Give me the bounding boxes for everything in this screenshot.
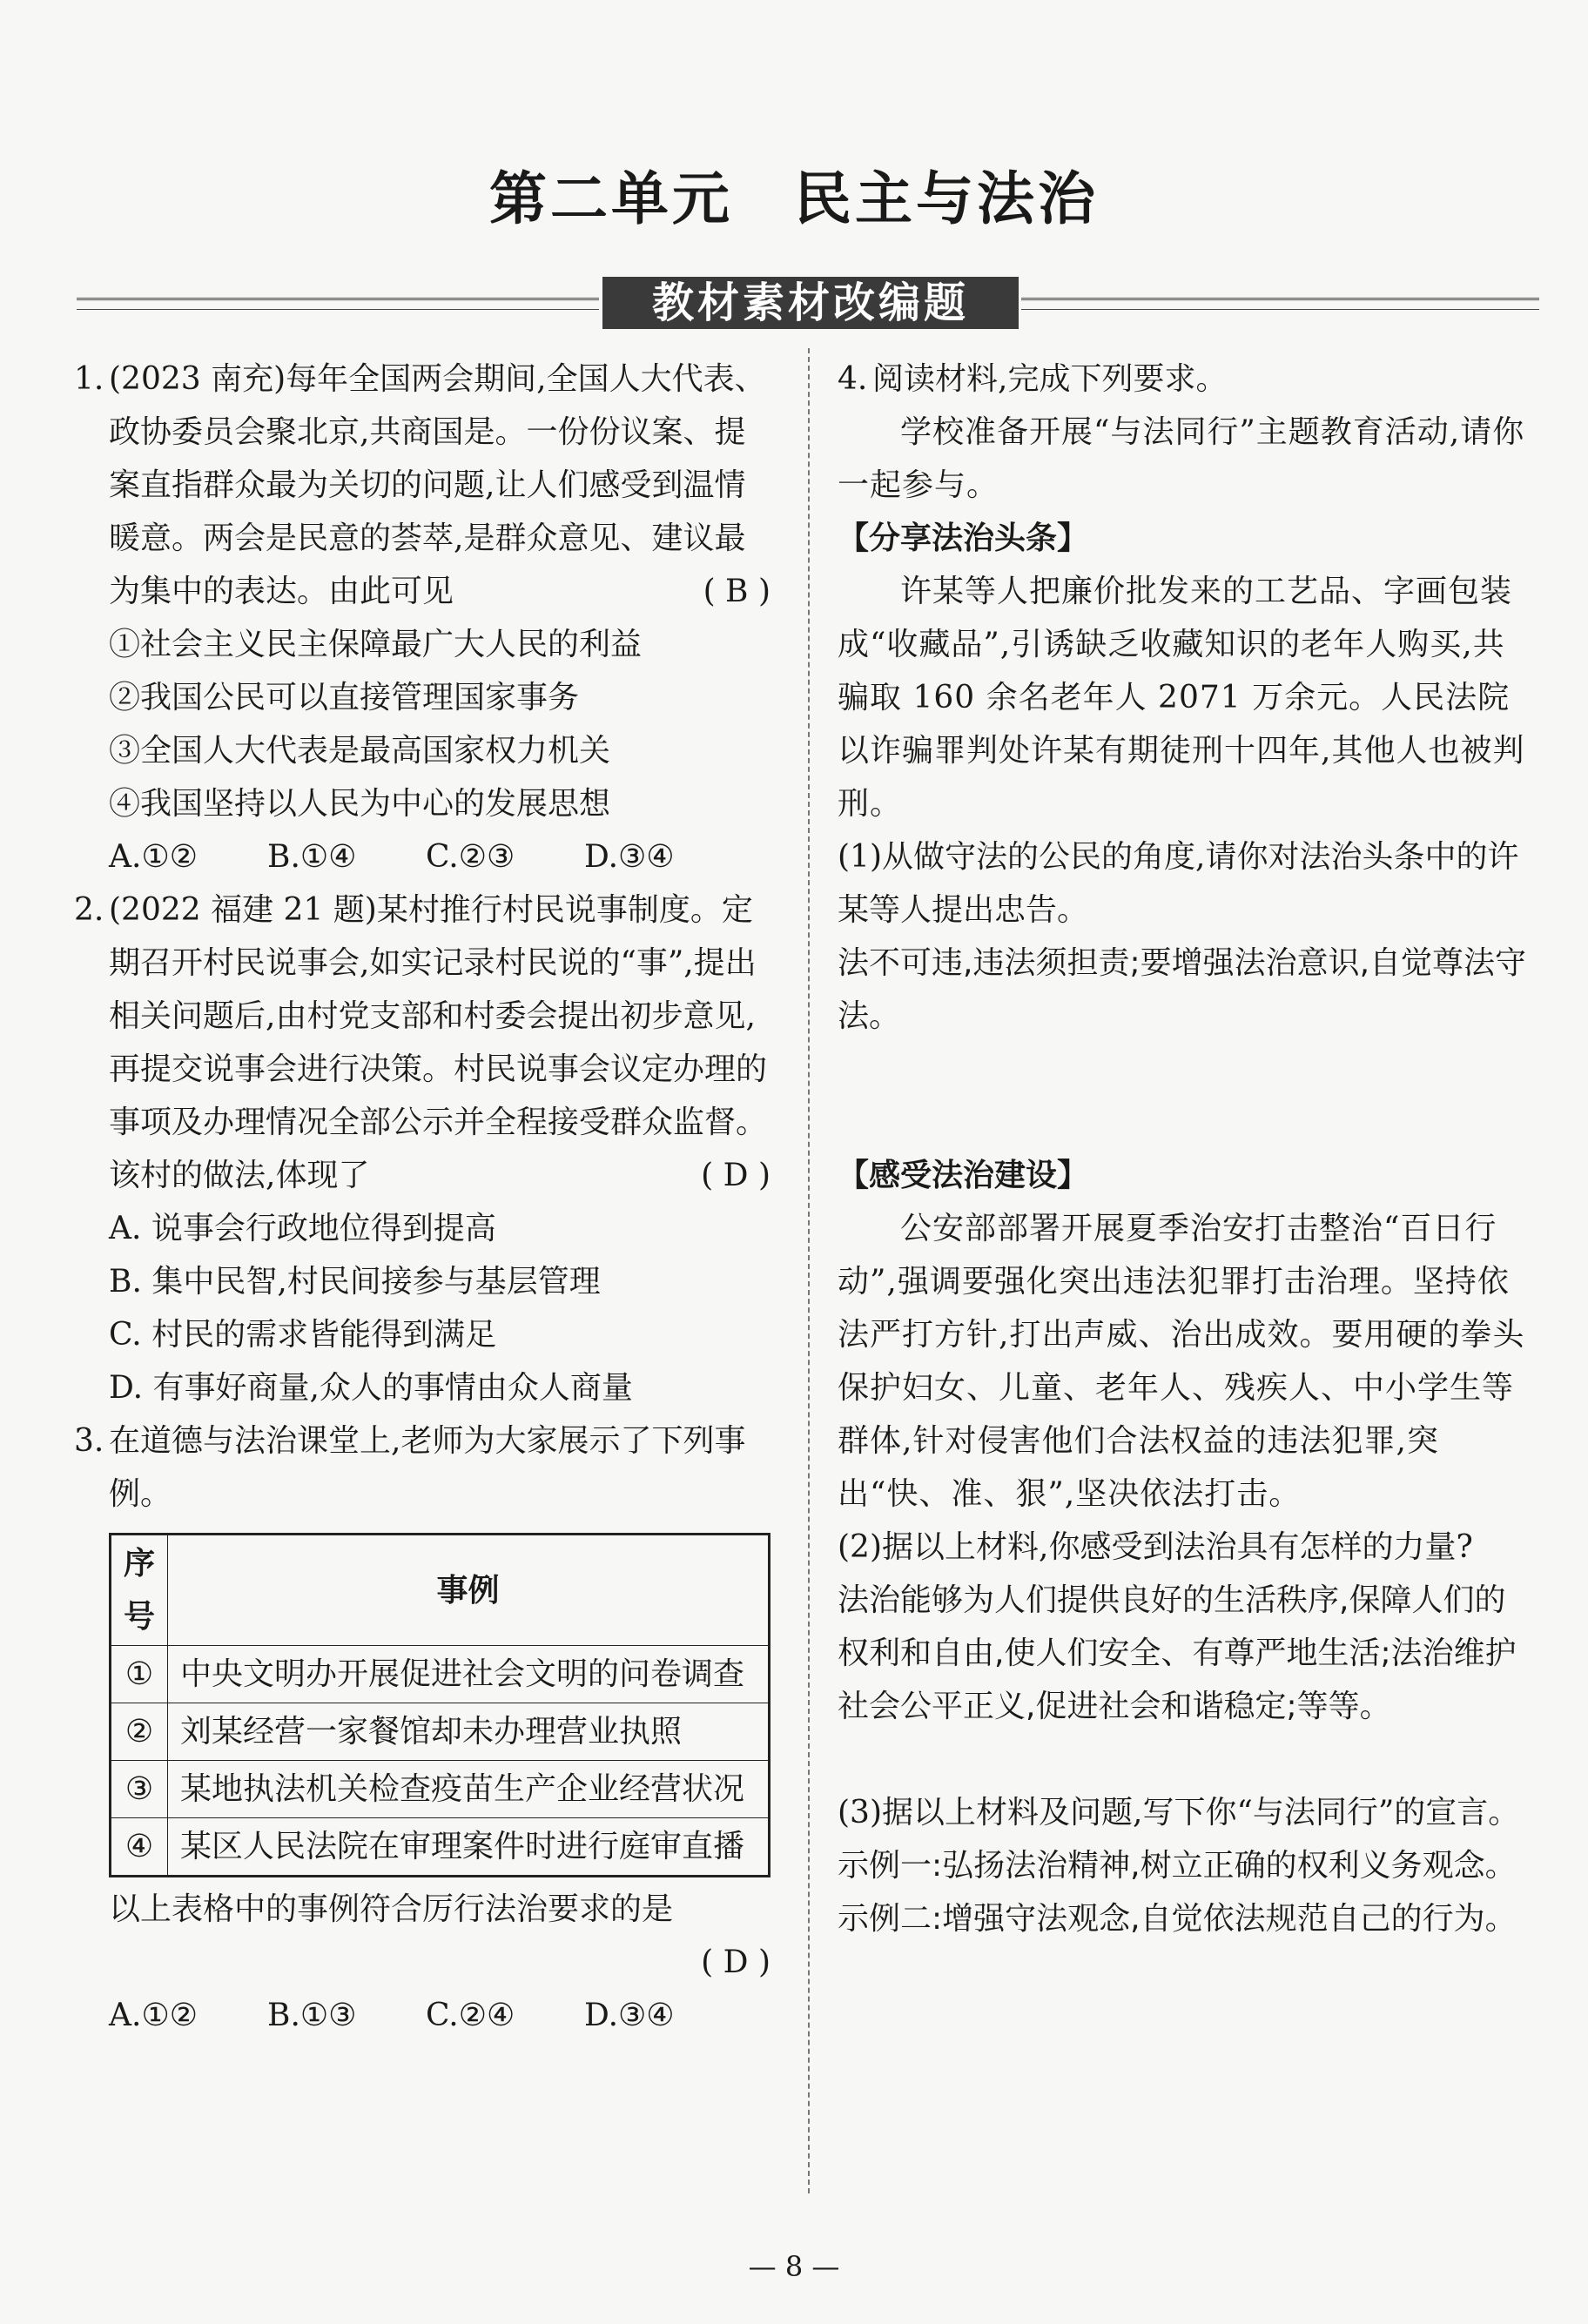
- answer-spacer: [838, 1043, 1534, 1149]
- question-1-answer: ( B ): [703, 574, 770, 609]
- question-3-option-a: A.①②: [109, 1998, 198, 2033]
- question-2-stem: (2022 福建 21 题)某村推行村民说事制度。定期召开村民说事会,如实记录村民说的“事”,提出相关问题后,由村党支部和村委会提出初步意见,再提交说事会进行决策。村民说事会议定办理的事项及办理情况全部公示并全程接受群众监督。该村的做法,体现了 ( D ): [109, 883, 770, 1202]
- question-1-number: 1.: [74, 361, 104, 397]
- sub-question-2: (2)据以上材料,你感受到法治具有怎样的力量?: [838, 1529, 1473, 1565]
- question-3-stem: 在道德与法治课堂上,老师为大家展示了下列事例。: [109, 1423, 746, 1512]
- question-2-answer: ( D ): [701, 1158, 770, 1193]
- question-1-option-b: B.①④: [267, 839, 357, 875]
- question-4-number: 4.: [838, 361, 868, 397]
- table-cell-index: ①: [111, 1646, 168, 1703]
- question-1-statement: ③全国人大代表是最高国家权力机关: [109, 733, 611, 769]
- question-3-answer: ( D ): [701, 1945, 770, 1980]
- table-cell-case: 某地执法机关检查疫苗生产企业经营状况: [168, 1761, 770, 1818]
- page-title: 第二单元 民主与法治: [489, 165, 1099, 232]
- question-3-option-b: B.①③: [267, 1998, 357, 2033]
- left-column: [74, 353, 770, 2042]
- table-row: [111, 1646, 770, 1703]
- question-1-option-c: C.②③: [426, 839, 515, 875]
- question-3-option-d: D.③④: [584, 1998, 675, 2033]
- section-banner: [77, 277, 1539, 329]
- banner-rule-left: [77, 298, 599, 310]
- part-2-heading: 【感受法治建设】: [838, 1158, 1089, 1193]
- part-2-material: 公安部部署开展夏季治安打击整治“百日行动”,强调要强化突出违法犯罪打击治理。坚持依法严打方针,打出声威、治出成效。要用硬的拳头保护妇女、儿童、老年人、残疾人、中小学生等群体,针对侵害他们合法权益的违法犯罪,突出“快、准、狠”,坚决依法打击。: [838, 1211, 1525, 1512]
- sub-question-3-example-2: 示例二:增强守法观念,自觉依法规范自己的行为。: [838, 1901, 1517, 1937]
- question-2-number: 2.: [74, 892, 104, 928]
- question-2-option-a: A. 说事会行政地位得到提高: [109, 1211, 496, 1246]
- table-cell-index: ②: [111, 1703, 168, 1761]
- question-2: [74, 883, 770, 1414]
- table-cell-index: ③: [111, 1761, 168, 1818]
- sub-question-2-answer: 法治能够为人们提供良好的生活秩序,保障人们的权利和自由,使人们安全、有尊严地生活;法治维护社会公平正义,促进社会和谐稳定;等等。: [838, 1582, 1517, 1724]
- question-1: [74, 353, 770, 883]
- question-1-option-d: D.③④: [584, 839, 675, 875]
- cases-table: [109, 1533, 770, 1877]
- table-cell-case: 某区人民法院在审理案件时进行庭审直播: [168, 1818, 770, 1877]
- question-3: [74, 1414, 770, 2042]
- question-4: [838, 353, 1534, 1945]
- question-1-statement: ②我国公民可以直接管理国家事务: [109, 680, 580, 715]
- question-1-option-a: A.①②: [109, 839, 198, 875]
- question-3-options: [109, 1989, 770, 2042]
- question-3-number: 3.: [74, 1423, 104, 1459]
- question-2-option-d: D. 有事好商量,众人的事情由众人商量: [109, 1370, 633, 1406]
- column-divider: [808, 348, 810, 2193]
- table-row: [111, 1761, 770, 1818]
- answer-spacer: [838, 1733, 1534, 1786]
- question-3-option-c: C.②④: [426, 1998, 515, 2033]
- table-cell-index: ④: [111, 1818, 168, 1877]
- table-row: [111, 1818, 770, 1877]
- table-row: [111, 1703, 770, 1761]
- question-1-statement: ①社会主义民主保障最广大人民的利益: [109, 627, 643, 662]
- sub-question-1: (1)从做守法的公民的角度,请你对法治头条中的许某等人提出忠告。: [838, 839, 1519, 928]
- question-1-statement: ④我国坚持以人民为中心的发展思想: [109, 786, 611, 822]
- page-number: — 8 —: [748, 2250, 840, 2283]
- right-column: [838, 353, 1534, 1945]
- question-3-question: 以上表格中的事例符合厉行法治要求的是: [109, 1891, 674, 1927]
- sub-question-3-example-1: 示例一:弘扬法治精神,树立正确的权利义务观念。: [838, 1848, 1517, 1884]
- table-cell-case: 刘某经营一家餐馆却未办理营业执照: [168, 1703, 770, 1761]
- question-4-intro: 学校准备开展“与法同行”主题教育活动,请你一起参与。: [838, 414, 1525, 503]
- sub-question-3: (3)据以上材料及问题,写下你“与法同行”的宣言。: [838, 1795, 1520, 1830]
- table-header-row: [111, 1535, 770, 1646]
- sub-question-1-answer: 法不可违,违法须担责;要增强法治意识,自觉尊法守法。: [838, 945, 1527, 1034]
- part-1-material: 许某等人把廉价批发来的工艺品、字画包装成“收藏品”,引诱缺乏收藏知识的老年人购买,共骗取 160 余名老年人 2071 万余元。人民法院以诈骗罪判处许某有期徒刑十四年,其他人也被判刑。: [838, 574, 1525, 822]
- banner-rule-right: [1021, 298, 1539, 310]
- part-1-heading: 【分享法治头条】: [838, 521, 1089, 556]
- section-banner-label: 教材素材改编题: [602, 277, 1019, 329]
- table-header-index: 序号: [111, 1535, 168, 1646]
- question-1-options: [109, 830, 770, 883]
- table-header-case: 事例: [168, 1535, 770, 1646]
- question-2-option-b: B. 集中民智,村民间接参与基层管理: [109, 1264, 601, 1300]
- question-4-stem: 阅读材料,完成下列要求。: [872, 361, 1228, 397]
- question-1-stem: (2023 南充)每年全国两会期间,全国人大代表、政协委员会聚北京,共商国是。一份份议案、提案直指群众最为关切的问题,让人们感受到温情暖意。两会是民意的荟萃,是群众意见、建议最为集中的表达。由此可见 ( B ): [109, 353, 770, 618]
- question-2-option-c: C. 村民的需求皆能得到满足: [109, 1317, 497, 1353]
- table-cell-case: 中央文明办开展促进社会文明的问卷调查: [168, 1646, 770, 1703]
